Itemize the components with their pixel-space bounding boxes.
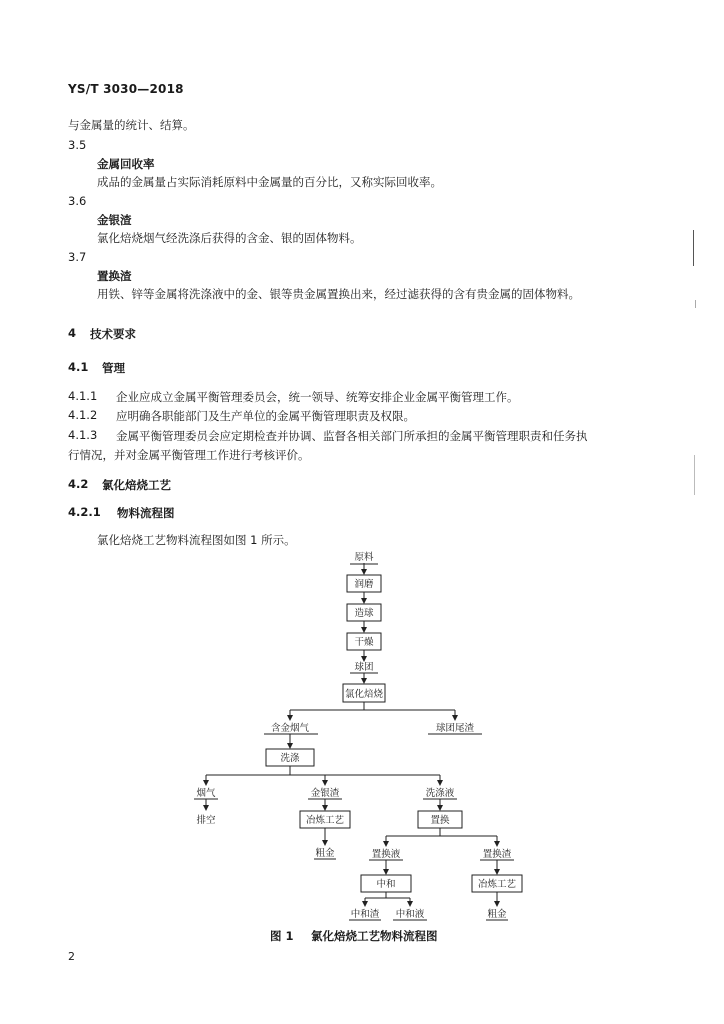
clause-text: 应明确各职能部门及生产单位的金属平衡管理职责及权限。 [116,409,415,423]
node-gold-flue-gas: 含金烟气 [270,723,310,734]
node-neutralization: 中和 [376,879,396,890]
clause-number: 4.1.1 [68,389,98,403]
node-washing: 洗涤 [280,753,300,764]
node-pelletizing: 造球 [354,608,374,619]
subsection-number: 4.2 [68,477,89,491]
node-neutralization-liquid: 中和液 [395,909,425,920]
continuation-line: 与金属量的统计、结算。 [68,118,195,132]
subsection-title: 氯化焙烧工艺 [102,478,171,492]
definition-text: 成品的金属量占实际消耗原料中金属量的百分比，又称实际回收率。 [97,175,442,189]
node-crude-gold: 粗金 [315,848,335,859]
subsection-number: 4.1 [68,360,89,374]
subsubsection-title: 物料流程图 [117,506,175,520]
node-neutralization-slag: 中和渣 [350,909,380,920]
node-washing-liquid: 洗涤液 [425,788,455,799]
node-chlorination-roasting: 氯化焙烧 [344,689,384,700]
page-number: 2 [68,950,75,963]
definition-term: 金银渣 [97,213,132,227]
node-pellet-tailings: 球团尾渣 [435,723,475,734]
figure-caption-label: 图 1 [270,929,294,943]
node-emission: 排空 [196,815,216,826]
node-grinding: 润磨 [354,579,374,590]
section-title: 技术要求 [90,327,136,341]
subsubsection-number: 4.2.1 [68,505,101,519]
clause-text: 企业应成立金属平衡管理委员会，统一领导、统筹安排企业金属平衡管理工作。 [116,390,519,404]
clause-number: 4.1.2 [68,408,98,422]
definition-text: 用铁、锌等金属将洗涤液中的金、银等贵金属置换出来，经过滤获得的含有贵金属的固体物料。 [97,287,580,301]
definition-term: 金属回收率 [97,157,155,171]
section-number: 4 [68,326,77,340]
node-smelting-process: 冶炼工艺 [477,879,517,890]
node-gold-silver-slag: 金银渣 [310,788,340,799]
node-smelting-process: 冶炼工艺 [305,815,345,826]
node-replacement-slag: 置换渣 [482,849,512,860]
node-pellets: 球团 [354,662,374,673]
definition-number: 3.6 [68,194,87,208]
node-flue-gas: 烟气 [196,788,216,799]
definition-text: 氯化焙烧烟气经洗涤后获得的含金、银的固体物料。 [97,231,362,245]
definition-number: 3.7 [68,250,87,264]
clause-number: 4.1.3 [68,428,98,442]
standard-code: YS/T 3030—2018 [68,82,184,96]
figure-intro: 氯化焙烧工艺物料流程图如图 1 所示。 [97,533,296,547]
subsection-title: 管理 [102,361,125,375]
clause-text-line1: 金属平衡管理委员会应定期检查并协调、监督各相关部门所承担的金属平衡管理职责和任务执 [116,429,588,443]
node-replacement-liquid: 置换液 [371,849,401,860]
node-drying: 干燥 [354,637,374,648]
node-crude-gold: 粗金 [487,909,507,920]
node-raw-material: 原料 [354,552,374,563]
scan-edge-mark [694,455,695,495]
scan-edge-mark [693,230,694,266]
definition-number: 3.5 [68,138,87,152]
definition-term: 置换渣 [97,269,132,283]
figure-caption-title: 氯化焙烧工艺物料流程图 [311,929,438,943]
node-replacement: 置换 [430,815,450,826]
clause-text-line2: 行情况，并对金属平衡管理工作进行考核评价。 [68,448,310,462]
scan-edge-mark [695,300,696,308]
